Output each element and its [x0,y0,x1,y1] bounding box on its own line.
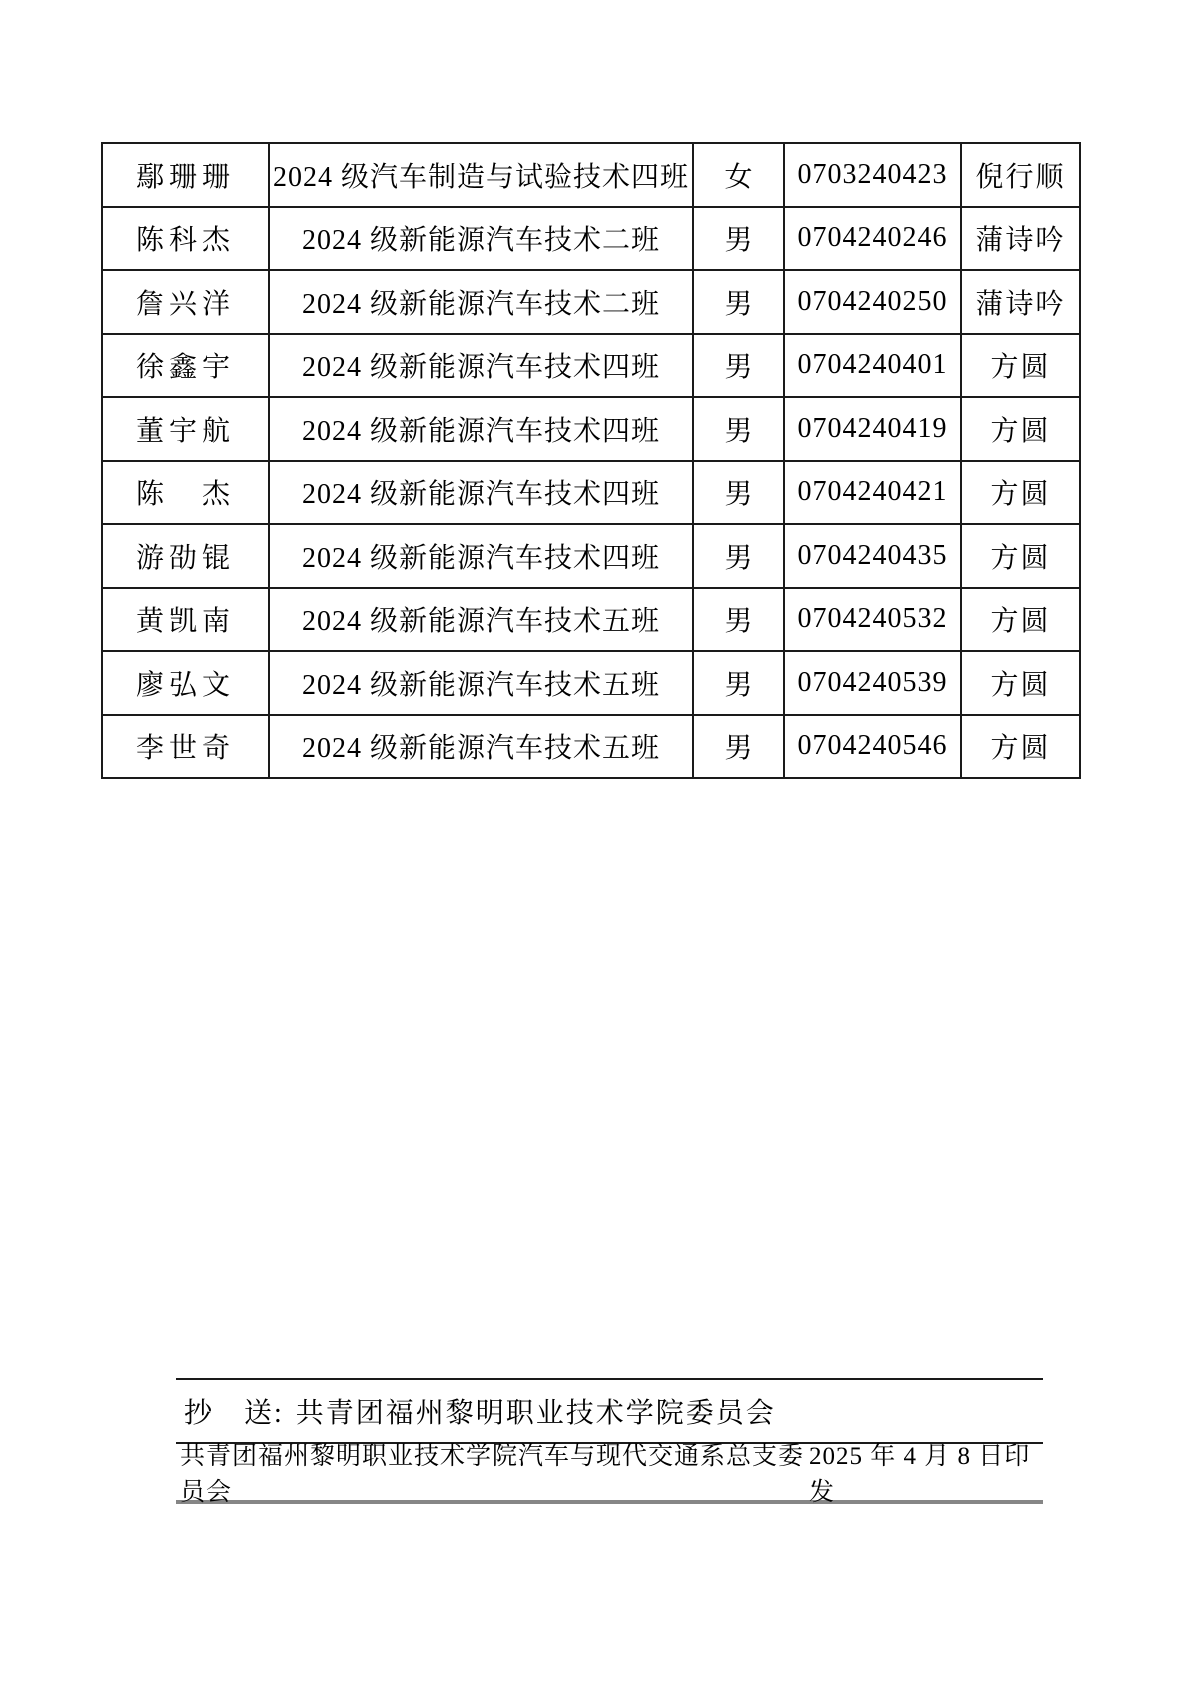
cell-student_id: 0704240539 [784,651,961,715]
cell-counselor: 方圆 [961,588,1080,652]
cell-class: 2024 级新能源汽车技术四班 [269,334,693,398]
cell-student_id: 0704240250 [784,270,961,334]
cell-class: 2024 级汽车制造与试验技术四班 [269,143,693,207]
cell-class: 2024 级新能源汽车技术二班 [269,207,693,271]
cc-value: 共青团福州黎明职业技术学院委员会 [295,1398,776,1429]
cc-label: 抄 送: [184,1398,284,1429]
cell-gender: 男 [693,588,784,652]
cell-counselor: 方圆 [961,715,1080,779]
cell-counselor: 方圆 [961,334,1080,398]
cell-counselor: 方圆 [961,397,1080,461]
table-row [102,270,1080,334]
issue-row [176,1443,1043,1506]
cell-class: 2024 级新能源汽车技术五班 [269,651,693,715]
cell-counselor: 蒲诗吟 [961,207,1080,271]
cell-name: 黄凯南 [102,588,269,652]
table-row [102,334,1080,398]
issue-date: 2025 年 4 月 8 日印发 [808,1443,1031,1506]
table-row [102,715,1080,779]
cell-name: 李世奇 [102,715,269,779]
cell-gender: 男 [693,461,784,525]
cell-class: 2024 级新能源汽车技术四班 [269,461,693,525]
cell-class: 2024 级新能源汽车技术五班 [269,588,693,652]
cell-counselor: 方圆 [961,524,1080,588]
cell-counselor: 倪行顺 [961,143,1080,207]
cell-gender: 男 [693,334,784,398]
cell-class: 2024 级新能源汽车技术五班 [269,715,693,779]
table-row [102,588,1080,652]
cell-counselor: 方圆 [961,651,1080,715]
cell-name: 陈 杰 [102,461,269,525]
cell-gender: 男 [693,524,784,588]
cell-class: 2024 级新能源汽车技术二班 [269,270,693,334]
cell-student_id: 0704240435 [784,524,961,588]
cell-student_id: 0704240246 [784,207,961,271]
issuer-name: 共青团福州黎明职业技术学院汽车与现代交通系总支委员会 [180,1443,805,1506]
cell-gender: 男 [693,397,784,461]
table-row [102,651,1080,715]
cell-student_id: 0704240401 [784,334,961,398]
cell-name: 鄢珊珊 [102,143,269,207]
cell-student_id: 0703240423 [784,143,961,207]
table-row [102,461,1080,525]
cell-gender: 男 [693,270,784,334]
cell-class: 2024 级新能源汽车技术四班 [269,524,693,588]
table-row [102,143,1080,207]
roster-body [102,143,1080,778]
cell-name: 詹兴洋 [102,270,269,334]
cell-name: 徐鑫宇 [102,334,269,398]
cell-gender: 男 [693,715,784,779]
colophon [176,1378,1043,1504]
cell-name: 陈科杰 [102,207,269,271]
cell-counselor: 方圆 [961,461,1080,525]
cell-class: 2024 级新能源汽车技术四班 [269,397,693,461]
cell-student_id: 0704240419 [784,397,961,461]
cell-gender: 女 [693,143,784,207]
cell-gender: 男 [693,207,784,271]
cc-row [176,1380,1043,1444]
cell-student_id: 0704240546 [784,715,961,779]
cell-name: 游劭锟 [102,524,269,588]
cell-gender: 男 [693,651,784,715]
table-row [102,524,1080,588]
cell-student_id: 0704240532 [784,588,961,652]
table-row [102,207,1080,271]
student-roster-table [101,142,1081,779]
cell-name: 董宇航 [102,397,269,461]
cell-student_id: 0704240421 [784,461,961,525]
cell-counselor: 蒲诗吟 [961,270,1080,334]
table-row [102,397,1080,461]
cell-name: 廖弘文 [102,651,269,715]
